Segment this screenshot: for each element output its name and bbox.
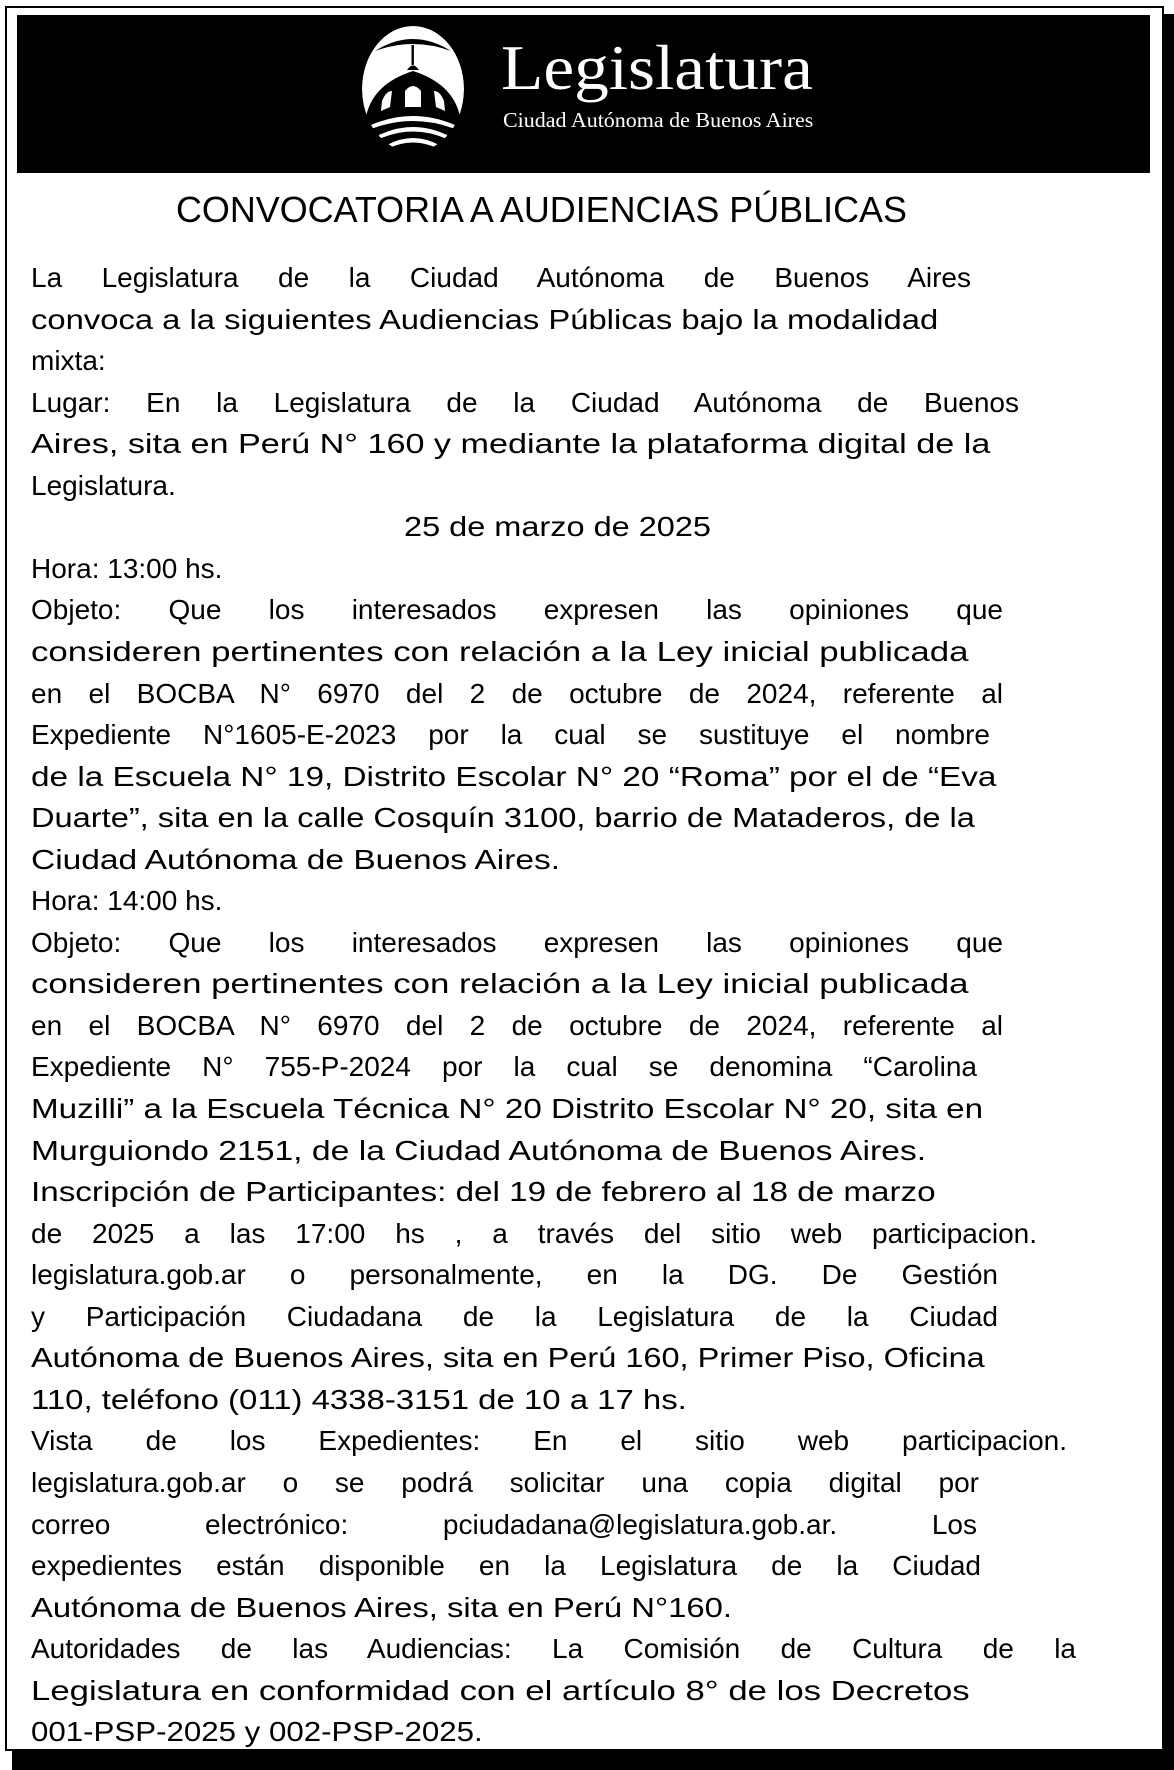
- body-line: Hora: 13:00 hs.: [31, 552, 223, 584]
- body-line: Expediente N° 755-P-2024 por la cual se denomina “Carolina: [31, 1051, 977, 1083]
- body-line: Objeto: Que los interesados expresen las opiniones que: [31, 594, 1003, 626]
- body-line: La Legislatura de la Ciudad Autónoma de Buenos Aires: [31, 262, 971, 293]
- body-line: Autónoma de Buenos Aires, sita en Perú 160, Primer Piso, Oficina: [31, 1342, 985, 1374]
- body-line: Objeto: Que los interesados expresen las opiniones que: [31, 926, 1003, 958]
- body-line: Legislatura.: [31, 469, 176, 501]
- body-line: en el BOCBA N° 6970 del 2 de octubre de 2024, referente al: [31, 677, 1003, 709]
- body-line: Aires, sita en Perú N° 160 y mediante la plataforma digital de la: [31, 428, 991, 460]
- page-title: CONVOCATORIA A AUDIENCIAS PÚBLICAS: [176, 189, 907, 230]
- body-line: mixta:: [31, 345, 106, 377]
- body-line: Duarte”, sita en la calle Cosquín 3100, barrio de Mataderos, de la: [31, 802, 975, 834]
- body-line: de la Escuela N° 19, Distrito Escolar N° 20 “Roma” por el de “Eva: [31, 760, 997, 792]
- body-line: Ciudad Autónoma de Buenos Aires.: [31, 843, 561, 875]
- frame-shadow-bottom: [12, 1751, 1174, 1770]
- body-line: expedientes están disponible en la Legislatura de la Ciudad: [31, 1550, 981, 1582]
- body-line: 001-PSP-2025 y 002-PSP-2025.: [31, 1716, 483, 1748]
- body-line: en el BOCBA N° 6970 del 2 de octubre de 2024, referente al: [31, 1009, 1003, 1041]
- body-line: Hora: 14:00 hs.: [31, 885, 223, 917]
- frame-shadow-right: [1164, 14, 1174, 1770]
- body-line: Lugar: En la Legislatura de la Ciudad Autónoma de Buenos: [31, 386, 1019, 418]
- body-line: Murguiondo 2151, de la Ciudad Autónoma de Buenos Aires.: [31, 1134, 927, 1166]
- logo-title: Legislatura: [501, 32, 813, 103]
- body-line: correo electrónico: pciudadana@legislatura.gob.ar. Los: [31, 1508, 977, 1540]
- body-line: consideren pertinentes con relación a la Ley inicial publicada: [31, 635, 969, 667]
- body-line: Autónoma de Buenos Aires, sita en Perú N°160.: [31, 1591, 733, 1623]
- body-line: convoca a la siguientes Audiencias Públicas bajo la modalidad: [31, 303, 939, 335]
- body-line: Muzilli” a la Escuela Técnica N° 20 Distrito Escolar N° 20, sita en: [31, 1093, 984, 1124]
- body-line: Autoridades de las Audiencias: La Comisión de Cultura de la: [31, 1633, 1076, 1665]
- body-line: legislatura.gob.ar o se podrá solicitar una copia digital por: [31, 1466, 979, 1498]
- body-line: Inscripción de Participantes: del 19 de febrero al 18 de marzo: [31, 1176, 936, 1208]
- body-line: legislatura.gob.ar o personalmente, en la DG. De Gestión: [31, 1259, 998, 1291]
- body-line: Vista de los Expedientes: En el sitio web participacion.: [31, 1425, 1067, 1457]
- body-line: 110, teléfono (011) 4338-3151 de 10 a 17 hs.: [31, 1383, 687, 1415]
- body-line: Legislatura en conformidad con el artículo 8° de los Decretos: [31, 1674, 970, 1706]
- body-line: y Participación Ciudadana de la Legislatura de la Ciudad: [31, 1300, 998, 1332]
- logo-subtitle: Ciudad Autónoma de Buenos Aires: [503, 108, 814, 132]
- body-line: Expediente N°1605-E-2023 por la cual se sustituye el nombre: [31, 719, 990, 751]
- legislature-dome-emblem-icon: [361, 25, 465, 153]
- body-line: consideren pertinentes con relación a la Ley inicial publicada: [31, 968, 969, 1000]
- body-line: de 2025 a las 17:00 hs , a través del sitio web participacion.: [31, 1217, 1037, 1249]
- hearing-date: 25 de marzo de 2025: [404, 511, 711, 543]
